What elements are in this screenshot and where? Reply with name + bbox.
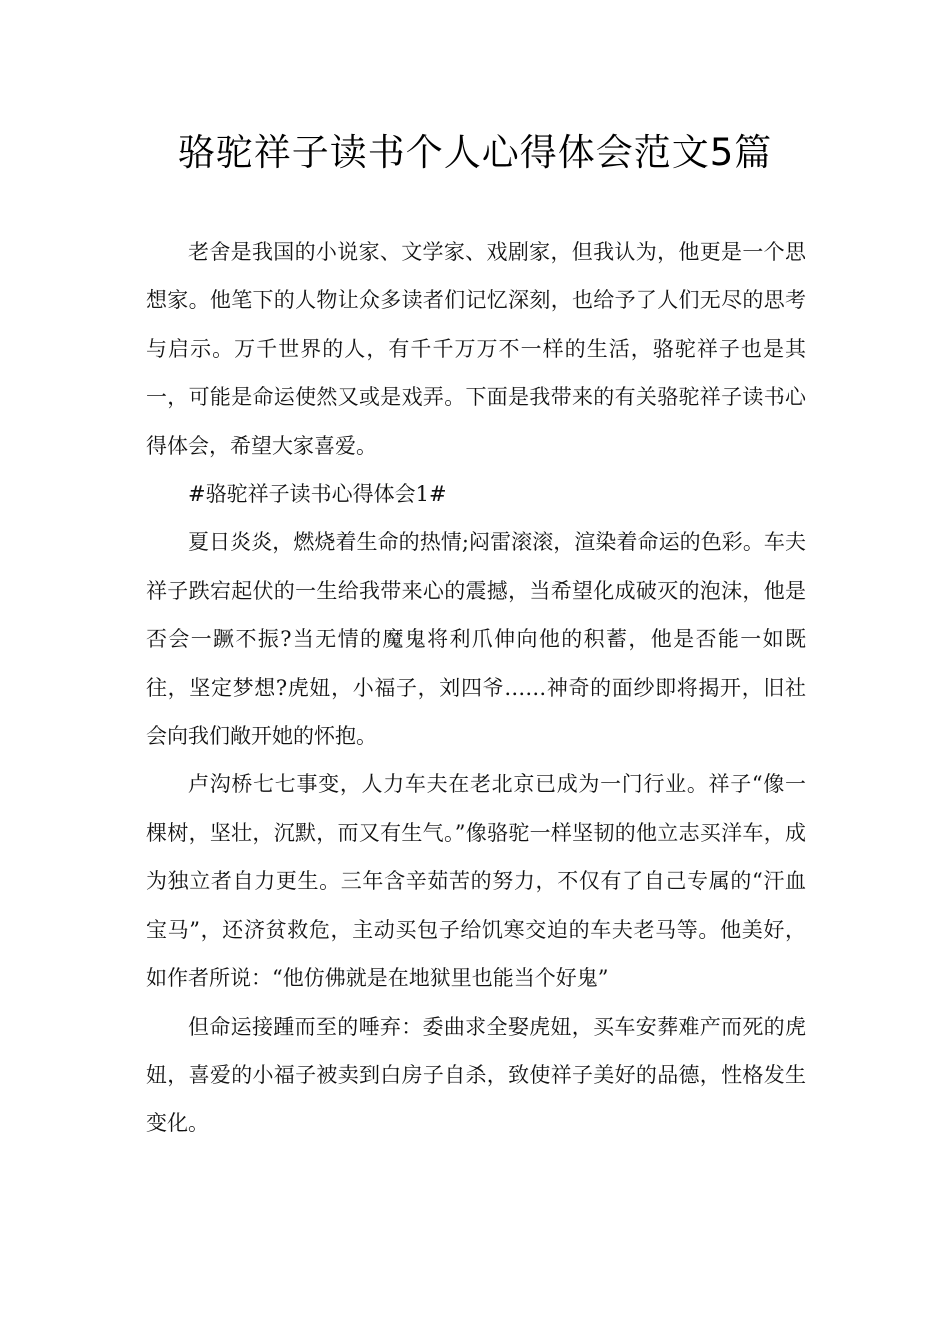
paragraph-summer: 夏日炎炎，燃烧着生命的热情;闷雷滚滚，渲染着命运的色彩。车夫祥子跌宕起伏的一生给我带来心的震撼，当希望化成破灭的泡沫，他是否会一蹶不振?当无情的魔鬼将利爪伸向他的积蓄，他是否能一如既往，坚定梦想?虎妞，小福子，刘四爷……神奇的面纱即将揭开，旧社会向我们敞开她的怀抱。 xyxy=(146,530,806,749)
paragraph-fate: 但命运接踵而至的唾弃：委曲求全娶虎妞，买车安葬难产而死的虎妞，喜爱的小福子被卖到白房子自杀，致使祥子美好的品德，性格发生变化。 xyxy=(146,1014,806,1136)
paragraph-intro: 老舍是我国的小说家、文学家、戏剧家，但我认为，他更是一个思想家。他笔下的人物让众多读者们记忆深刻，也给予了人们无尽的思考与启示。万千世界的人，有千千万万不一样的生活，骆驼祥子也是其一，可能是命运使然又或是戏弄。下面是我带来的有关骆驼祥子读书心得体会，希望大家喜爱。 xyxy=(146,240,806,458)
document-title: 骆驼祥子读书个人心得体会范文5篇 xyxy=(177,131,773,174)
paragraph-lugou-bridge: 卢沟桥七七事变，人力车夫在老北京已成为一门行业。祥子“像一棵树，坚壮，沉默，而又有生气。”像骆驼一样坚韧的他立志买洋车，成为独立者自力更生。三年含辛茹苦的努力，不仅有了自己专属的“汗血宝马”，还济贫救危，主动买包子给饥寒交迫的车夫老马等。他美好，如作者所说：“他仿佛就是在地狱里也能当个好鬼” xyxy=(146,772,806,991)
document-body xyxy=(146,228,806,1148)
section-heading-1: #骆驼祥子读书心得体会1# xyxy=(188,482,447,507)
